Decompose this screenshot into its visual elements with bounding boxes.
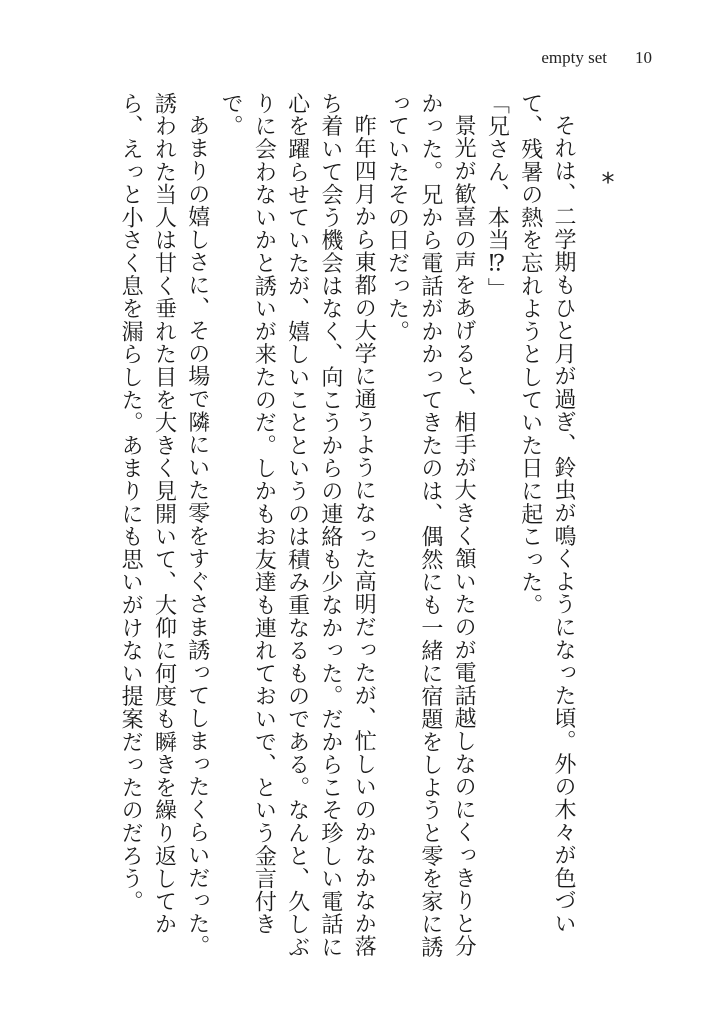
paragraph-5: あまりの嬉しさに、その場で隣にいた零をすぐさま誘ってしまったくらいだった。誘われた当人は甘く垂れた目を大きく見開いて、大仰に何度も瞬きを繰り返してから、えっと小さく息を漏らした。あまりにも思いがけない提案だったのだろう。: [118, 92, 210, 958]
paragraph-2-dialogue: 「兄さん、本当⁉」: [484, 92, 510, 301]
running-title: empty set: [541, 48, 607, 67]
paragraph-3: 景光が歓喜の声をあげると、相手が大きく頷いたのが電話越しなのにくっきりと分かった。兄から電話がかかってきたのは、偶然にも一緒に宿題をしようと零を家に誘っていたその日だった。: [384, 92, 477, 959]
page-header: [541, 48, 652, 68]
paragraph-4: 昨年四月から東都の大学に通うようになった高明だったが、忙しいのかなかなか落ち着いて会う機会はなく、向こうからの連絡も少なかった。だからこそ珍しい電話に心を躍らせていたが、嬉しいことというのは積み重なるものである。なんと、久しぶりに会わないかと誘いが来たのだ。しかもお友達も連れておいで、という金言付きで。: [218, 92, 377, 959]
paragraph-1: それは、二学期もひと月が過ぎ、鈴虫が鳴くようになった頃。外の木々が色づいて、残暑の熱を忘れようとしていた日に起こった。: [517, 92, 576, 935]
scene-break-asterisk: *: [601, 168, 615, 198]
body-text: [118, 92, 580, 972]
page-number: 10: [635, 48, 652, 67]
